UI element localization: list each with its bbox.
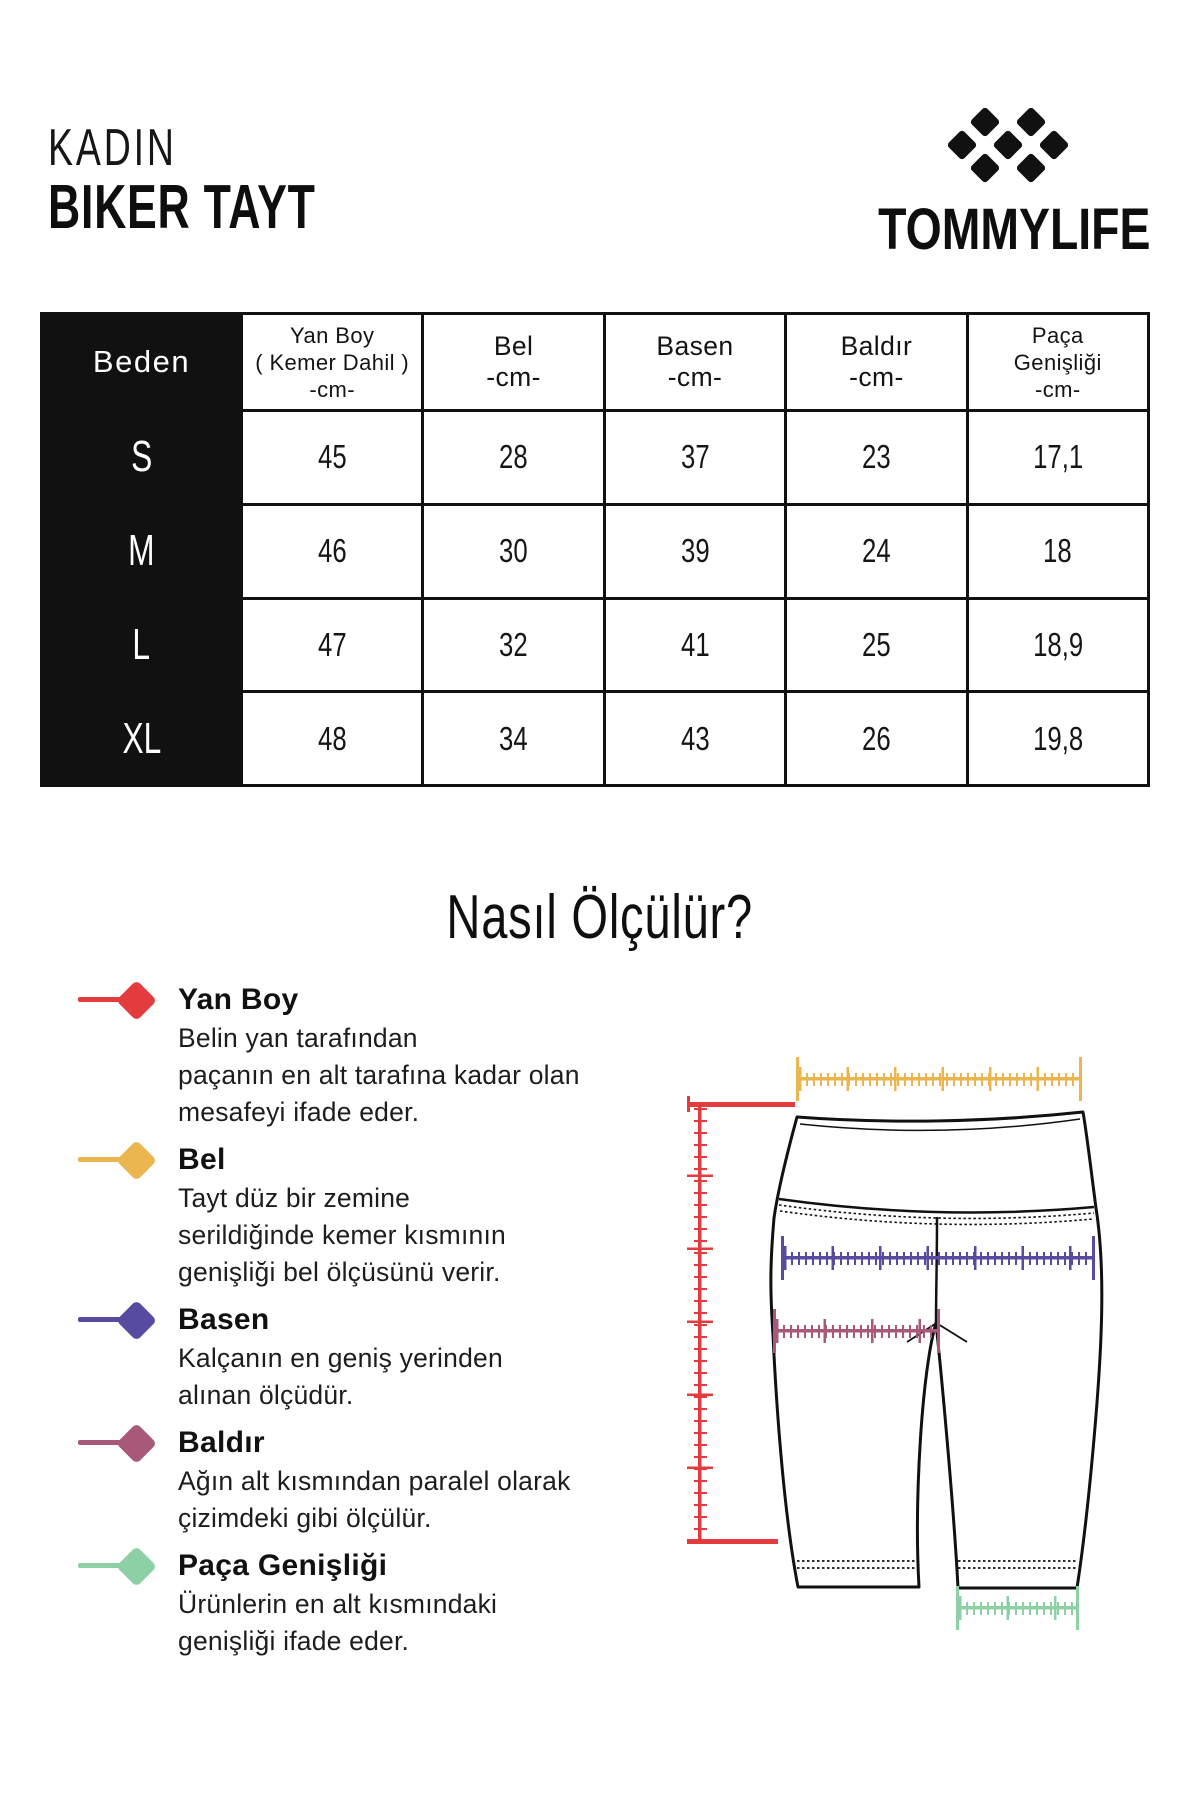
measure-item-title: Basen bbox=[178, 1303, 270, 1336]
table-cell: 18 bbox=[966, 503, 1147, 597]
table-cell: 25 bbox=[784, 597, 965, 691]
table-cell: 28 bbox=[421, 409, 602, 503]
yan-boy-bottom-line bbox=[687, 1539, 778, 1544]
product-title bbox=[48, 172, 420, 243]
logo-diamond bbox=[1038, 129, 1069, 160]
column-header-yan-boy: Yan Boy ( Kemer Dahil ) -cm- bbox=[240, 315, 421, 409]
table-cell: 26 bbox=[784, 690, 965, 784]
diamond-icon bbox=[116, 1140, 157, 1181]
shorts-measure-diagram bbox=[660, 1040, 1130, 1640]
table-cell: 32 bbox=[421, 597, 602, 691]
table-cell: 30 bbox=[421, 503, 602, 597]
logo-diamond bbox=[1015, 152, 1046, 183]
measure-item-title: Baldır bbox=[178, 1426, 265, 1459]
yan-boy-ruler bbox=[687, 1104, 713, 1542]
diamond-icon bbox=[116, 980, 157, 1021]
measure-item-paca-genisligi bbox=[65, 1546, 610, 1660]
logo-diamond bbox=[969, 106, 1000, 137]
size-table-corner-cell bbox=[43, 315, 240, 409]
table-cell: 48 bbox=[240, 690, 421, 784]
table-cell: 17,1 bbox=[966, 409, 1147, 503]
table-cell: 23 bbox=[784, 409, 965, 503]
table-cell: 39 bbox=[603, 503, 784, 597]
table-cell: 43 bbox=[603, 690, 784, 784]
measure-item-yan-boy bbox=[65, 980, 610, 1131]
diamond-icon bbox=[116, 1300, 157, 1341]
measure-item-baldir bbox=[65, 1423, 610, 1537]
table-cell: 46 bbox=[240, 503, 421, 597]
column-header-basen: Basen -cm- bbox=[603, 315, 784, 409]
measure-item-description: Ürünlerin en alt kısmındaki genişliği ifade eder. bbox=[178, 1589, 498, 1656]
measure-item-bel bbox=[65, 1140, 610, 1291]
basen-ruler bbox=[781, 1236, 1095, 1280]
table-cell: 37 bbox=[603, 409, 784, 503]
column-header-paca-genisligi: Paça Genişliği -cm- bbox=[966, 315, 1147, 409]
measure-item-description: Ağın alt kısmından paralel olarak çizimdeki gibi ölçülür. bbox=[178, 1466, 571, 1533]
size-row-label: M bbox=[43, 503, 240, 597]
how-to-measure-title: Nasıl Ölçülür? bbox=[446, 883, 754, 952]
table-cell: 34 bbox=[421, 690, 602, 784]
brand-wordmark bbox=[810, 196, 1150, 263]
column-header-bel: Bel -cm- bbox=[421, 315, 602, 409]
diamond-icon bbox=[116, 1546, 157, 1587]
measure-item-basen bbox=[65, 1300, 610, 1414]
category-title bbox=[48, 118, 227, 178]
table-cell: 24 bbox=[784, 503, 965, 597]
baldir-ruler bbox=[773, 1309, 940, 1353]
table-cell: 18,9 bbox=[966, 597, 1147, 691]
paca-ruler bbox=[956, 1586, 1079, 1630]
bel-ruler bbox=[796, 1057, 1082, 1101]
yan-boy-top-tick bbox=[687, 1096, 690, 1112]
logo-diamond bbox=[946, 129, 977, 160]
diamond-icon bbox=[116, 1423, 157, 1464]
table-cell: 19,8 bbox=[966, 690, 1147, 784]
size-row-label: S bbox=[43, 409, 240, 503]
measure-item-title: Paça Genişliği bbox=[178, 1549, 388, 1582]
measure-item-title: Bel bbox=[178, 1143, 226, 1176]
size-table bbox=[40, 312, 1150, 787]
size-row-label: XL bbox=[43, 690, 240, 784]
logo-diamond bbox=[992, 129, 1023, 160]
brand-wordmark-text: TOMMYLIFE bbox=[877, 197, 1150, 262]
yan-boy-top-line bbox=[688, 1102, 795, 1107]
measure-item-description: Tayt düz bir zemine serildiğinde kemer kısmının genişliği bel ölçüsünü verir. bbox=[178, 1183, 506, 1287]
category-title-text: KADIN bbox=[48, 119, 177, 177]
measure-item-description: Belin yan tarafından paçanın en alt tarafına kadar olan mesafeyi ifade eder. bbox=[178, 1023, 580, 1127]
table-cell: 45 bbox=[240, 409, 421, 503]
column-header-baldir: Baldır -cm- bbox=[784, 315, 965, 409]
product-title-text: BIKER TAYT bbox=[48, 173, 316, 242]
size-row-label: L bbox=[43, 597, 240, 691]
measure-item-description: Kalçanın en geniş yerinden alınan ölçüdür. bbox=[178, 1343, 503, 1410]
measure-legend bbox=[65, 980, 610, 1669]
logo-diamond bbox=[1015, 106, 1046, 137]
table-cell: 47 bbox=[240, 597, 421, 691]
corner-label: Beden bbox=[92, 344, 191, 379]
logo-diamond bbox=[969, 152, 1000, 183]
brand-logo-icon bbox=[940, 100, 1076, 190]
table-cell: 41 bbox=[603, 597, 784, 691]
measure-item-title: Yan Boy bbox=[178, 983, 299, 1016]
